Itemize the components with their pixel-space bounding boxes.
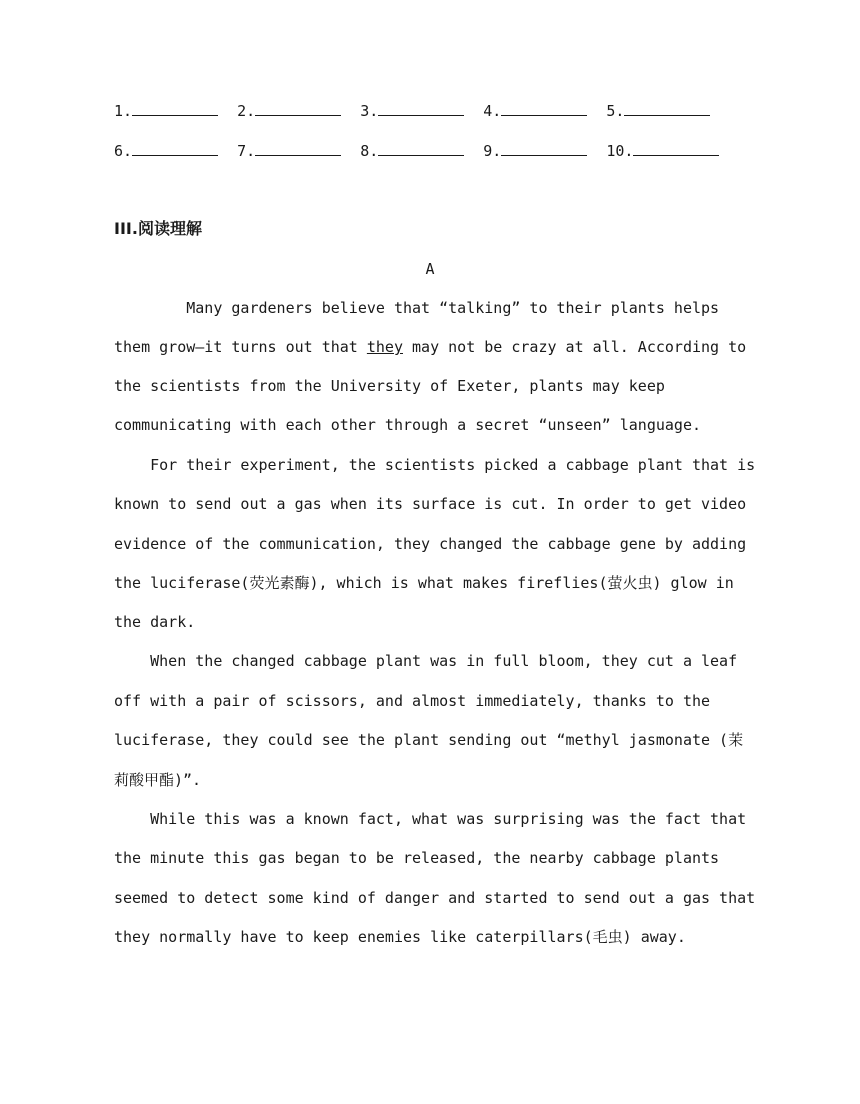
passage-line: luciferase, they could see the plant sending out “methyl jasmonate (茉 xyxy=(114,731,744,749)
passage-line: While this was a known fact, what was surprising was the fact that xyxy=(114,810,747,828)
passage-line: off with a pair of scissors, and almost immediately, thanks to the xyxy=(114,692,711,710)
passage-line: the scientists from the University of Exeter, plants may keep xyxy=(114,377,665,395)
passage-line: seemed to detect some kind of danger and started to send out a gas that xyxy=(114,889,756,907)
answer-blank[interactable] xyxy=(360,141,464,161)
passage-text: them grow—it turns out that xyxy=(114,338,367,356)
passage-line: For their experiment, the scientists picked a cabbage plant that is xyxy=(114,456,756,474)
blank-number: 4. xyxy=(483,102,502,120)
passage-line: they normally have to keep enemies like caterpillars(毛虫) away. xyxy=(114,928,686,946)
passage-text: may not be crazy at all. According to xyxy=(403,338,747,356)
blank-line xyxy=(378,101,464,116)
answer-blank[interactable] xyxy=(606,101,710,121)
passage-line: known to send out a gas when its surface is cut. In order to get video xyxy=(114,495,747,513)
answer-row-2 xyxy=(114,141,729,161)
answer-blank[interactable] xyxy=(606,141,719,161)
answer-blank[interactable] xyxy=(483,101,587,121)
passage-line: the minute this gas began to be released, the nearby cabbage plants xyxy=(114,849,720,867)
blank-number: 5. xyxy=(606,102,625,120)
blank-line xyxy=(132,141,218,156)
blank-line xyxy=(633,141,719,156)
blank-line xyxy=(501,141,587,156)
blank-number: 6. xyxy=(114,142,133,160)
blank-number: 1. xyxy=(114,102,133,120)
answer-blank[interactable] xyxy=(237,101,341,121)
section-heading: III.阅读理解 xyxy=(114,219,202,238)
blank-line xyxy=(378,141,464,156)
passage-line: the luciferase(荧光素酶), which is what makes fireflies(萤火虫) glow in xyxy=(114,574,734,592)
passage-label: A xyxy=(425,260,435,278)
passage-line: communicating with each other through a secret “unseen” language. xyxy=(114,416,701,434)
blank-line xyxy=(624,101,710,116)
answer-blank[interactable] xyxy=(237,141,341,161)
answer-blank[interactable] xyxy=(114,141,218,161)
blank-number: 7. xyxy=(237,142,256,160)
blank-number: 2. xyxy=(237,102,256,120)
blank-number: 9. xyxy=(483,142,502,160)
blank-number: 10. xyxy=(606,142,634,160)
passage-line: 莉酸甲酯)”. xyxy=(114,771,202,789)
answer-row-1 xyxy=(114,101,720,121)
blank-line xyxy=(255,101,341,116)
underlined-word: they xyxy=(366,338,403,356)
passage-line: When the changed cabbage plant was in full bloom, they cut a leaf xyxy=(114,652,738,670)
passage-line: evidence of the communication, they changed the cabbage gene by adding xyxy=(114,535,747,553)
blank-number: 3. xyxy=(360,102,379,120)
passage-line: the dark. xyxy=(114,613,196,631)
blank-number: 8. xyxy=(360,142,379,160)
blank-line xyxy=(132,101,218,116)
passage-line: Many gardeners believe that “talking” to their plants helps xyxy=(114,299,720,317)
answer-blank[interactable] xyxy=(360,101,464,121)
blank-line xyxy=(255,141,341,156)
blank-line xyxy=(501,101,587,116)
passage-line xyxy=(114,337,746,357)
answer-blank[interactable] xyxy=(114,101,218,121)
answer-blank[interactable] xyxy=(483,141,587,161)
